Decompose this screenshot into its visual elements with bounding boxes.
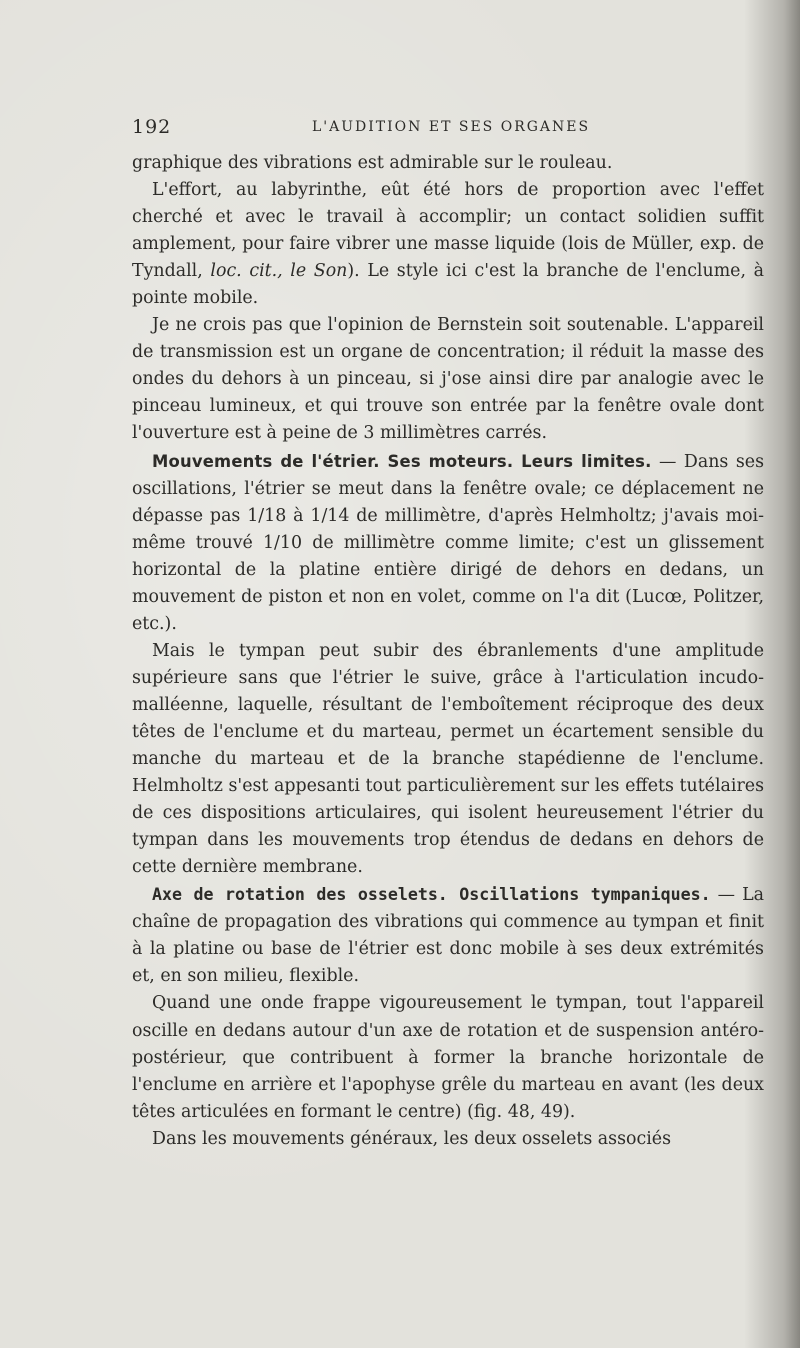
citation-italic: loc. cit., le Son <box>210 261 348 282</box>
section-heading: Mouvements de l'étrier. Ses moteurs. Leurs limites. <box>152 451 652 471</box>
paragraph: Mais le tympan peut subir des ébranlements d'une amplitude supérieure sans que l'étrier le suive, grâce à l'articulation incudo-malléenne, laquelle, résultant de l'emboîtement réciproque des deux têtes de l'enclume et du marteau, permet un écartement sensible du manche du marteau et de la branche stapédienne de l'enclume. Helmholtz s'est appesanti tout particulièrement sur les effets tutélaires de ces dispositions articulaires, qui isolent heureusement l'étrier du tympan dans les mouvements trop étendus de dedans en dehors de cette dernière membrane. <box>132 640 764 878</box>
running-head <box>132 112 764 142</box>
paragraph-section: Axe de rotation des osselets. Oscillations tympaniques. — La chaîne de propagation des vibrations qui commence au tympan et finit à la platine ou base de l'étrier est donc mobile à ses deux extrémités et, en son milieu, flexible. <box>132 885 764 987</box>
book-page <box>132 112 764 1153</box>
section-heading: Axe de rotation des osselets. Oscillations tympaniques. <box>152 885 711 905</box>
paragraph-section: Mouvements de l'étrier. Ses moteurs. Leurs limites. — Dans ses oscillations, l'étrier se meut dans la fenêtre ovale; ce déplacement ne dépasse pas 1/18 à 1/14 de millimètre, d'après Helmholtz; j'avais moi-même trouvé 1/10 de millimètre comme limite; c'est un glissement horizontal de la platine entière dirigé de dehors en dedans, un mouvement de piston et non en volet, comme on l'a dit (Lucœ, Politzer, etc.). <box>132 451 764 634</box>
page-body <box>132 150 764 1153</box>
paragraph-continuation: graphique des vibrations est admirable sur le rouleau. <box>132 153 613 173</box>
paragraph: L'effort, au labyrinthe, eût été hors de proportion avec l'effet cherché et avec le travail à accomplir; un contact solidien suffit amplement, pour faire vibrer une masse liquide (lois de Müller, exp. de Tyndall, loc. cit., le Son). Le style ici c'est la branche de l'enclume, à pointe mobile. <box>132 180 764 309</box>
paragraph: Quand une onde frappe vigoureusement le tympan, tout l'appareil oscille en dedans autour d'un axe de rotation et de suspension antéro-postérieur, que contribuent à former la branche horizontale de l'enclume en arrière et l'apophyse grêle du marteau en avant (les deux têtes articulées en formant le centre) (fig. 48, 49). <box>132 993 764 1122</box>
paragraph: Dans les mouvements généraux, les deux osselets associés <box>152 1128 672 1149</box>
running-title: L'AUDITION ET SES ORGANES <box>312 119 591 135</box>
paragraph: Je ne crois pas que l'opinion de Bernstein soit soutenable. L'appareil de transmission est un organe de concentration; il réduit la masse des ondes du dehors à un pinceau, si j'ose ainsi dire par analogie avec le pinceau lumineux, et qui trouve son entrée par la fenêtre ovale dont l'ouverture est à peine de 3 millimètres carrés. <box>132 315 764 444</box>
page-number: 192 <box>132 116 172 138</box>
